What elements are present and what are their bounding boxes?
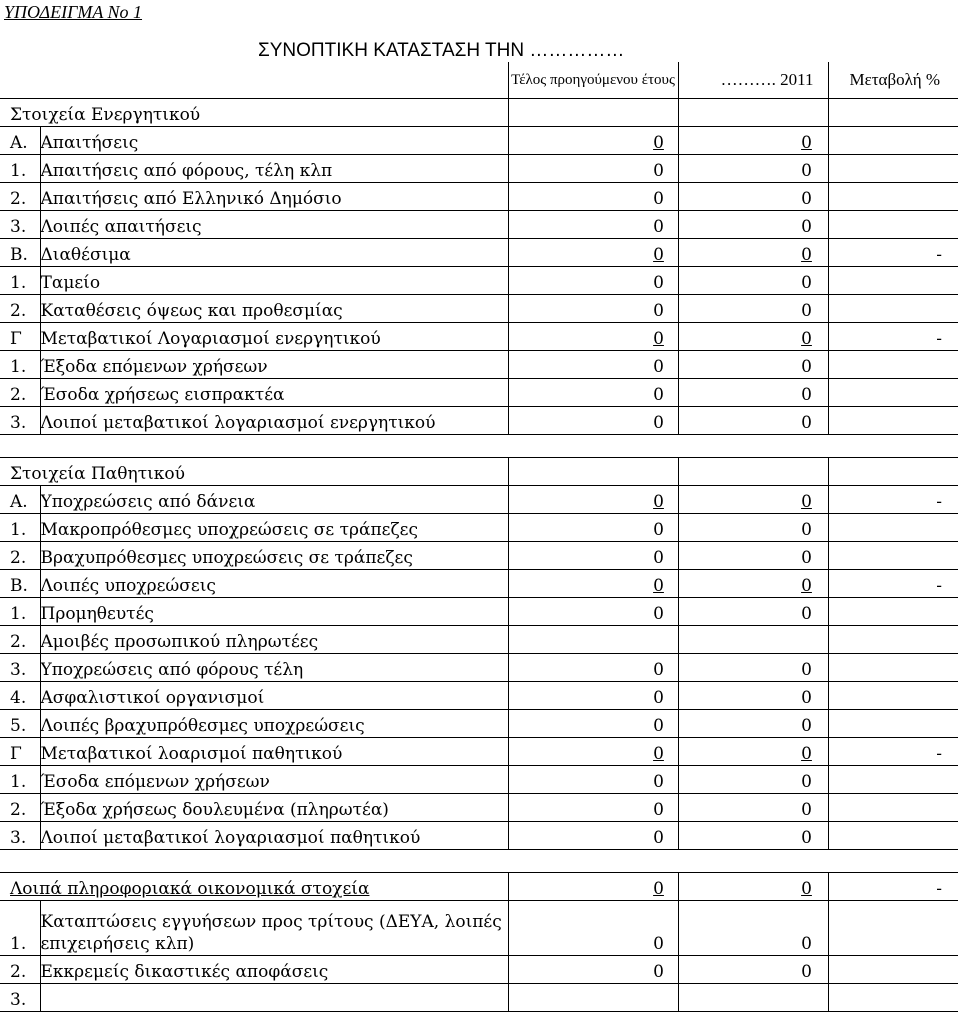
table-row: 3. Υποχρεώσεις από φόρους τέλη 0 0 <box>0 654 958 682</box>
table-row: 1. Ταμείο 0 0 <box>0 267 958 295</box>
table-row: 2. Καταθέσεις όψεως και προθεσμίας 0 0 <box>0 295 958 323</box>
spacer-row <box>0 850 958 873</box>
table-row: Γ Μεταβατικοί Λογαριασμοί ενεργητικού 0 0 - <box>0 323 958 351</box>
summary-table <box>0 62 958 1012</box>
section-heading-row <box>0 99 958 127</box>
table-row: 3. Λοιποί μεταβατικοί λογαριασμοί παθητικού 0 0 <box>0 822 958 850</box>
table-row: Α. Απαιτήσεις 0 0 <box>0 127 958 155</box>
other-info-heading: Λοιπά πληροφοριακά οικονομικά στοχεία <box>10 879 370 900</box>
table-row: 1. Έξοδα επόμενων χρήσεων 0 0 <box>0 351 958 379</box>
assets-heading: Στοιχεία Ενεργητικού <box>0 99 508 127</box>
table-row: 2. Εκκρεμείς δικαστικές αποφάσεις 0 0 <box>0 956 958 984</box>
table-row: 3. <box>0 984 958 1012</box>
document-label: ΥΠΟΔΕΙΓΜΑ Νο 1 <box>4 2 143 22</box>
table-row: Γ Μεταβατικοί λοαρισμοί παθητικού 0 0 - <box>0 738 958 766</box>
column-header-current-year: ………. 2011 <box>678 62 828 99</box>
table-row: 2. Απαιτήσεις από Ελληνικό Δημόσιο 0 0 <box>0 183 958 211</box>
table-row: 1. Έσοδα επόμενων χρήσεων 0 0 <box>0 766 958 794</box>
table-row: 4. Ασφαλιστικοί οργανισμοί 0 0 <box>0 682 958 710</box>
table-row: 1. Απαιτήσεις από φόρους, τέλη κλπ 0 0 <box>0 155 958 183</box>
liabilities-heading: Στοιχεία Παθητικού <box>0 458 508 486</box>
table-row: 2. Έξοδα χρήσεως δουλευμένα (πληρωτέα) 0 0 <box>0 794 958 822</box>
table-header-row <box>0 62 958 99</box>
table-row: 2. Βραχυπρόθεσμες υποχρεώσεις σε τράπεζες 0 0 <box>0 542 958 570</box>
spacer-row <box>0 435 958 458</box>
table-row: Β. Λοιπές υποχρεώσεις 0 0 - <box>0 570 958 598</box>
section-heading-row <box>0 458 958 486</box>
table-row: 1. Προμηθευτές 0 0 <box>0 598 958 626</box>
table-row: 5. Λοιπές βραχυπρόθεσμες υποχρεώσεις 0 0 <box>0 710 958 738</box>
table-row: 1. Καταπτώσεις εγγυήσεων προς τρίτους (ΔΕΥΑ, λοιπές επιχειρήσεις κλπ) 0 0 <box>0 901 958 956</box>
table-row: 2. Έσοδα χρήσεως εισπρακτέα 0 0 <box>0 379 958 407</box>
document-title: ΣΥΝΟΠΤΙΚΗ ΚΑΤΑΣΤΑΣΗ ΤΗΝ …………… <box>258 40 625 61</box>
table-row: 2. Αμοιβές προσωπικού πληρωτέες <box>0 626 958 654</box>
column-header-change: Μεταβολή % <box>828 62 958 99</box>
table-row: 3. Λοιποί μεταβατικοί λογαριασμοί ενεργητικού 0 0 <box>0 407 958 435</box>
table-row: Α. Υποχρεώσεις από δάνεια 0 0 - <box>0 486 958 514</box>
table-row: 3. Λοιπές απαιτήσεις 0 0 <box>0 211 958 239</box>
table-row: Β. Διαθέσιμα 0 0 - <box>0 239 958 267</box>
table-row: 1. Μακροπρόθεσμες υποχρεώσεις σε τράπεζες 0 0 <box>0 514 958 542</box>
column-header-previous-year: Τέλος προηγούμενου έτους <box>508 62 678 99</box>
section-heading-row: Λοιπά πληροφοριακά οικονομικά στοχεία 0 0 - <box>0 873 958 901</box>
